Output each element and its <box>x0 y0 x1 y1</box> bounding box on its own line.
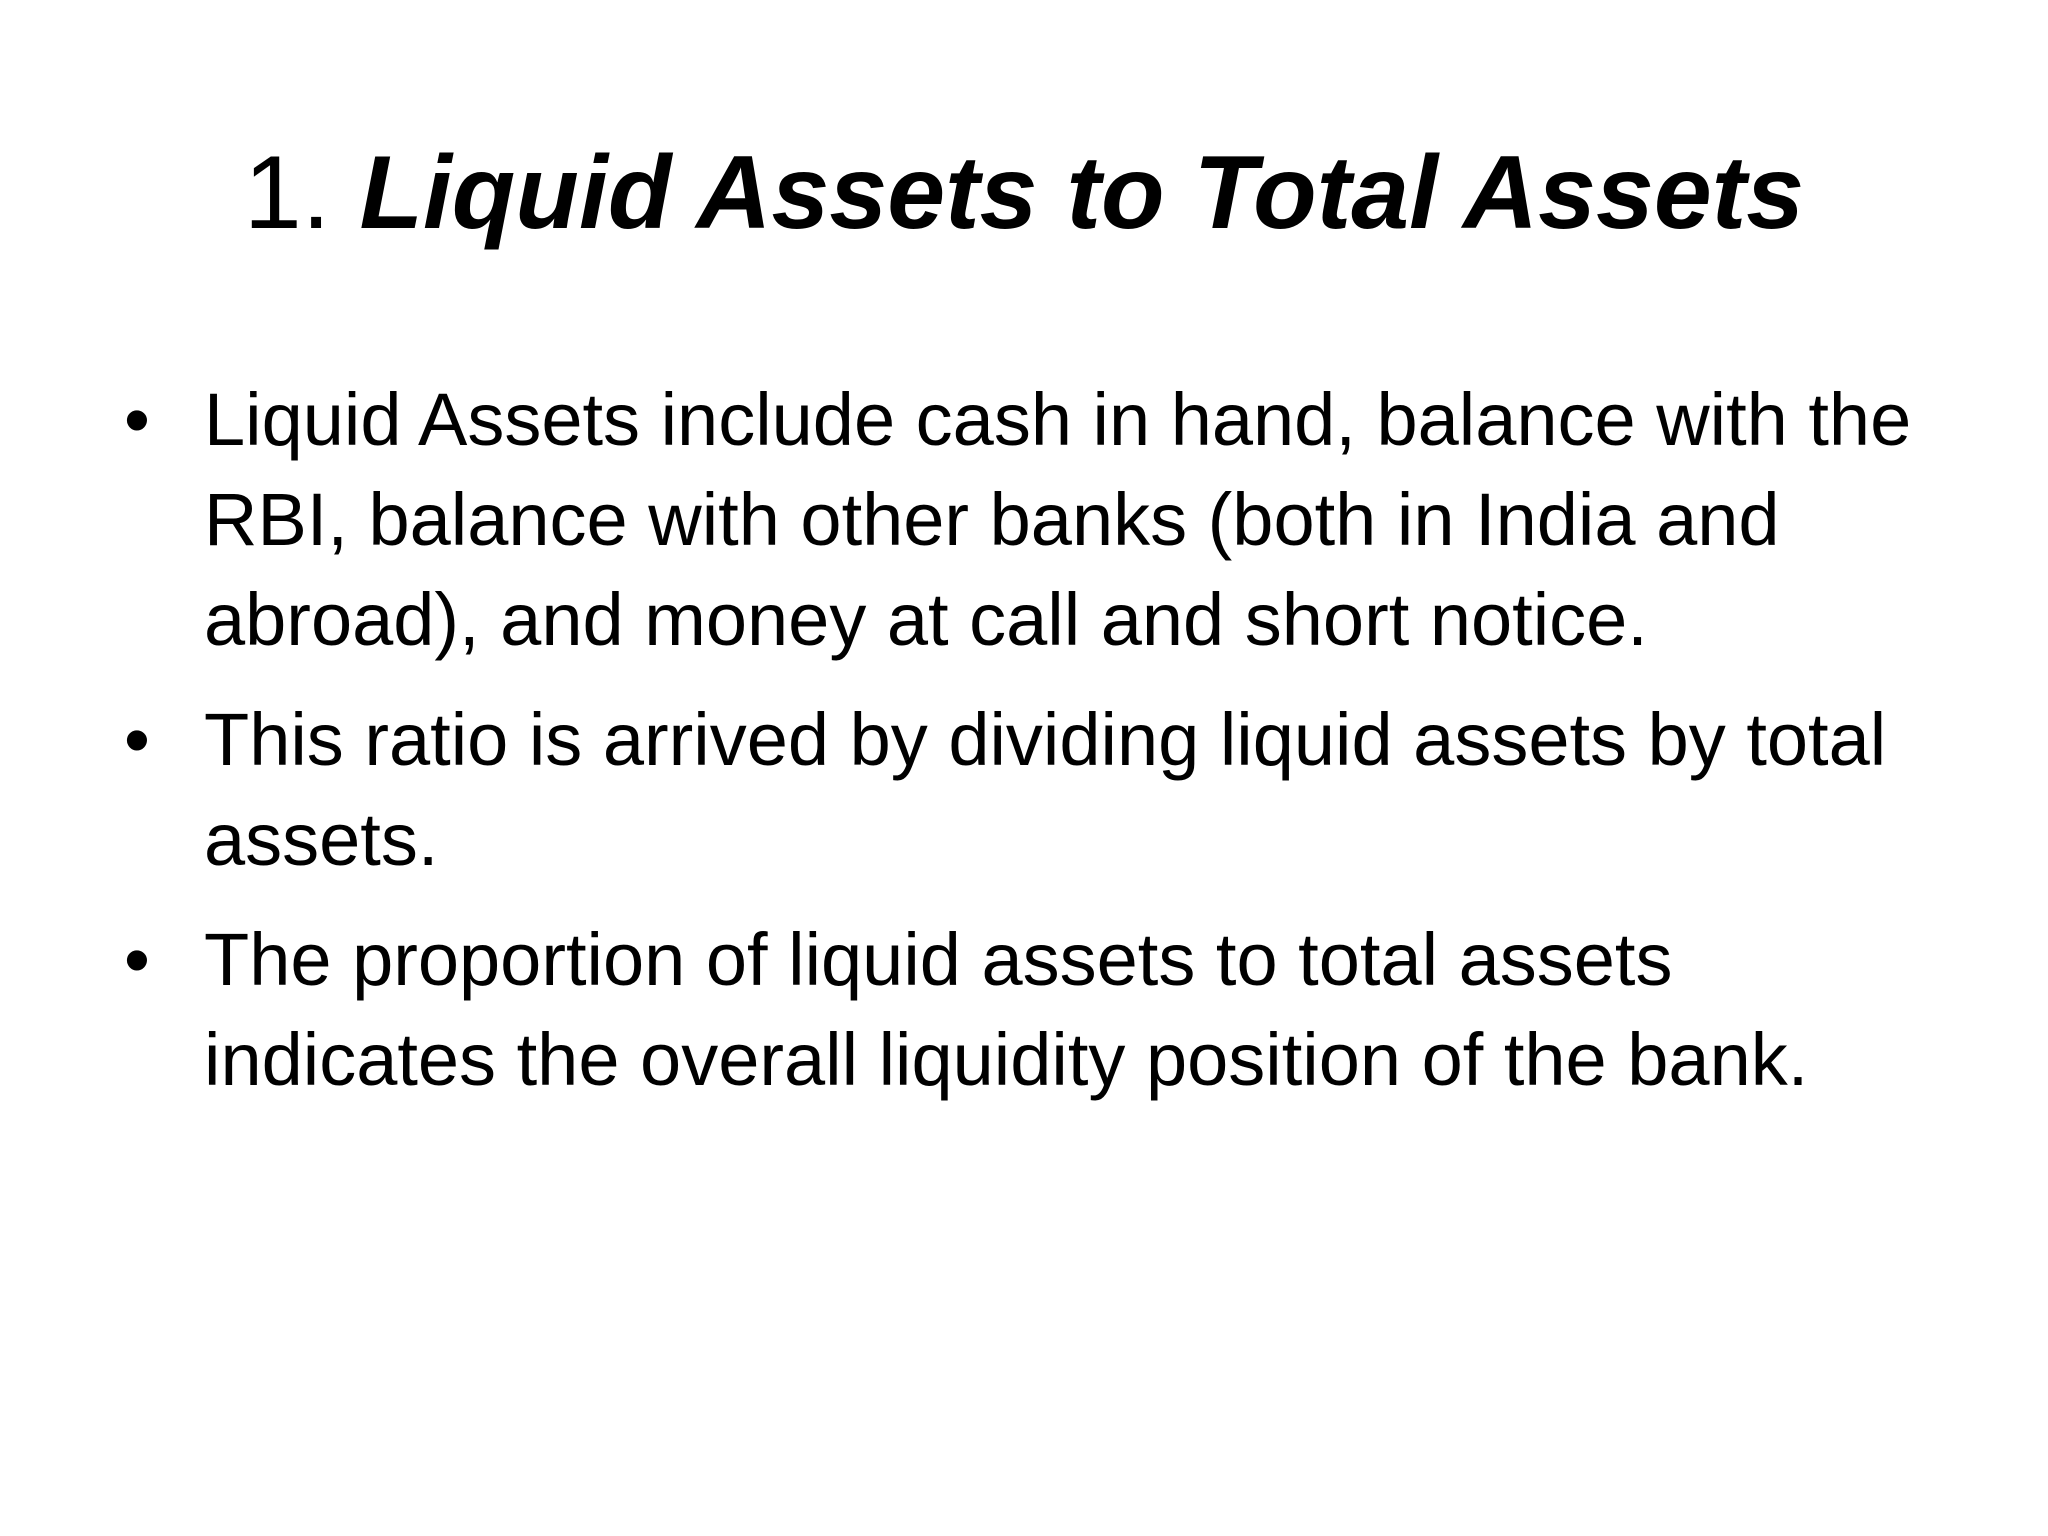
bullet-text: The proportion of liquid assets to total assets indicates the overall liquidity position of the bank. <box>204 918 1809 1101</box>
title-number: 1. <box>243 135 331 251</box>
bullet-icon: • <box>124 698 150 781</box>
bullet-item-liquid-assets <box>124 370 1964 670</box>
bullet-list <box>124 370 1964 1130</box>
slide-title <box>0 128 2048 258</box>
bullet-text: Liquid Assets include cash in hand, balance with the RBI, balance with other banks (both in India and abroad), and money at call and short notice. <box>204 378 1912 661</box>
bullet-icon: • <box>124 918 150 1001</box>
bullet-text: This ratio is arrived by dividing liquid assets by total assets. <box>204 698 1887 881</box>
bullet-icon: • <box>124 378 150 461</box>
title-text: Liquid Assets to Total Assets <box>359 135 1805 251</box>
bullet-item-ratio-calculation <box>124 690 1964 890</box>
bullet-item-liquidity-position <box>124 910 1964 1110</box>
